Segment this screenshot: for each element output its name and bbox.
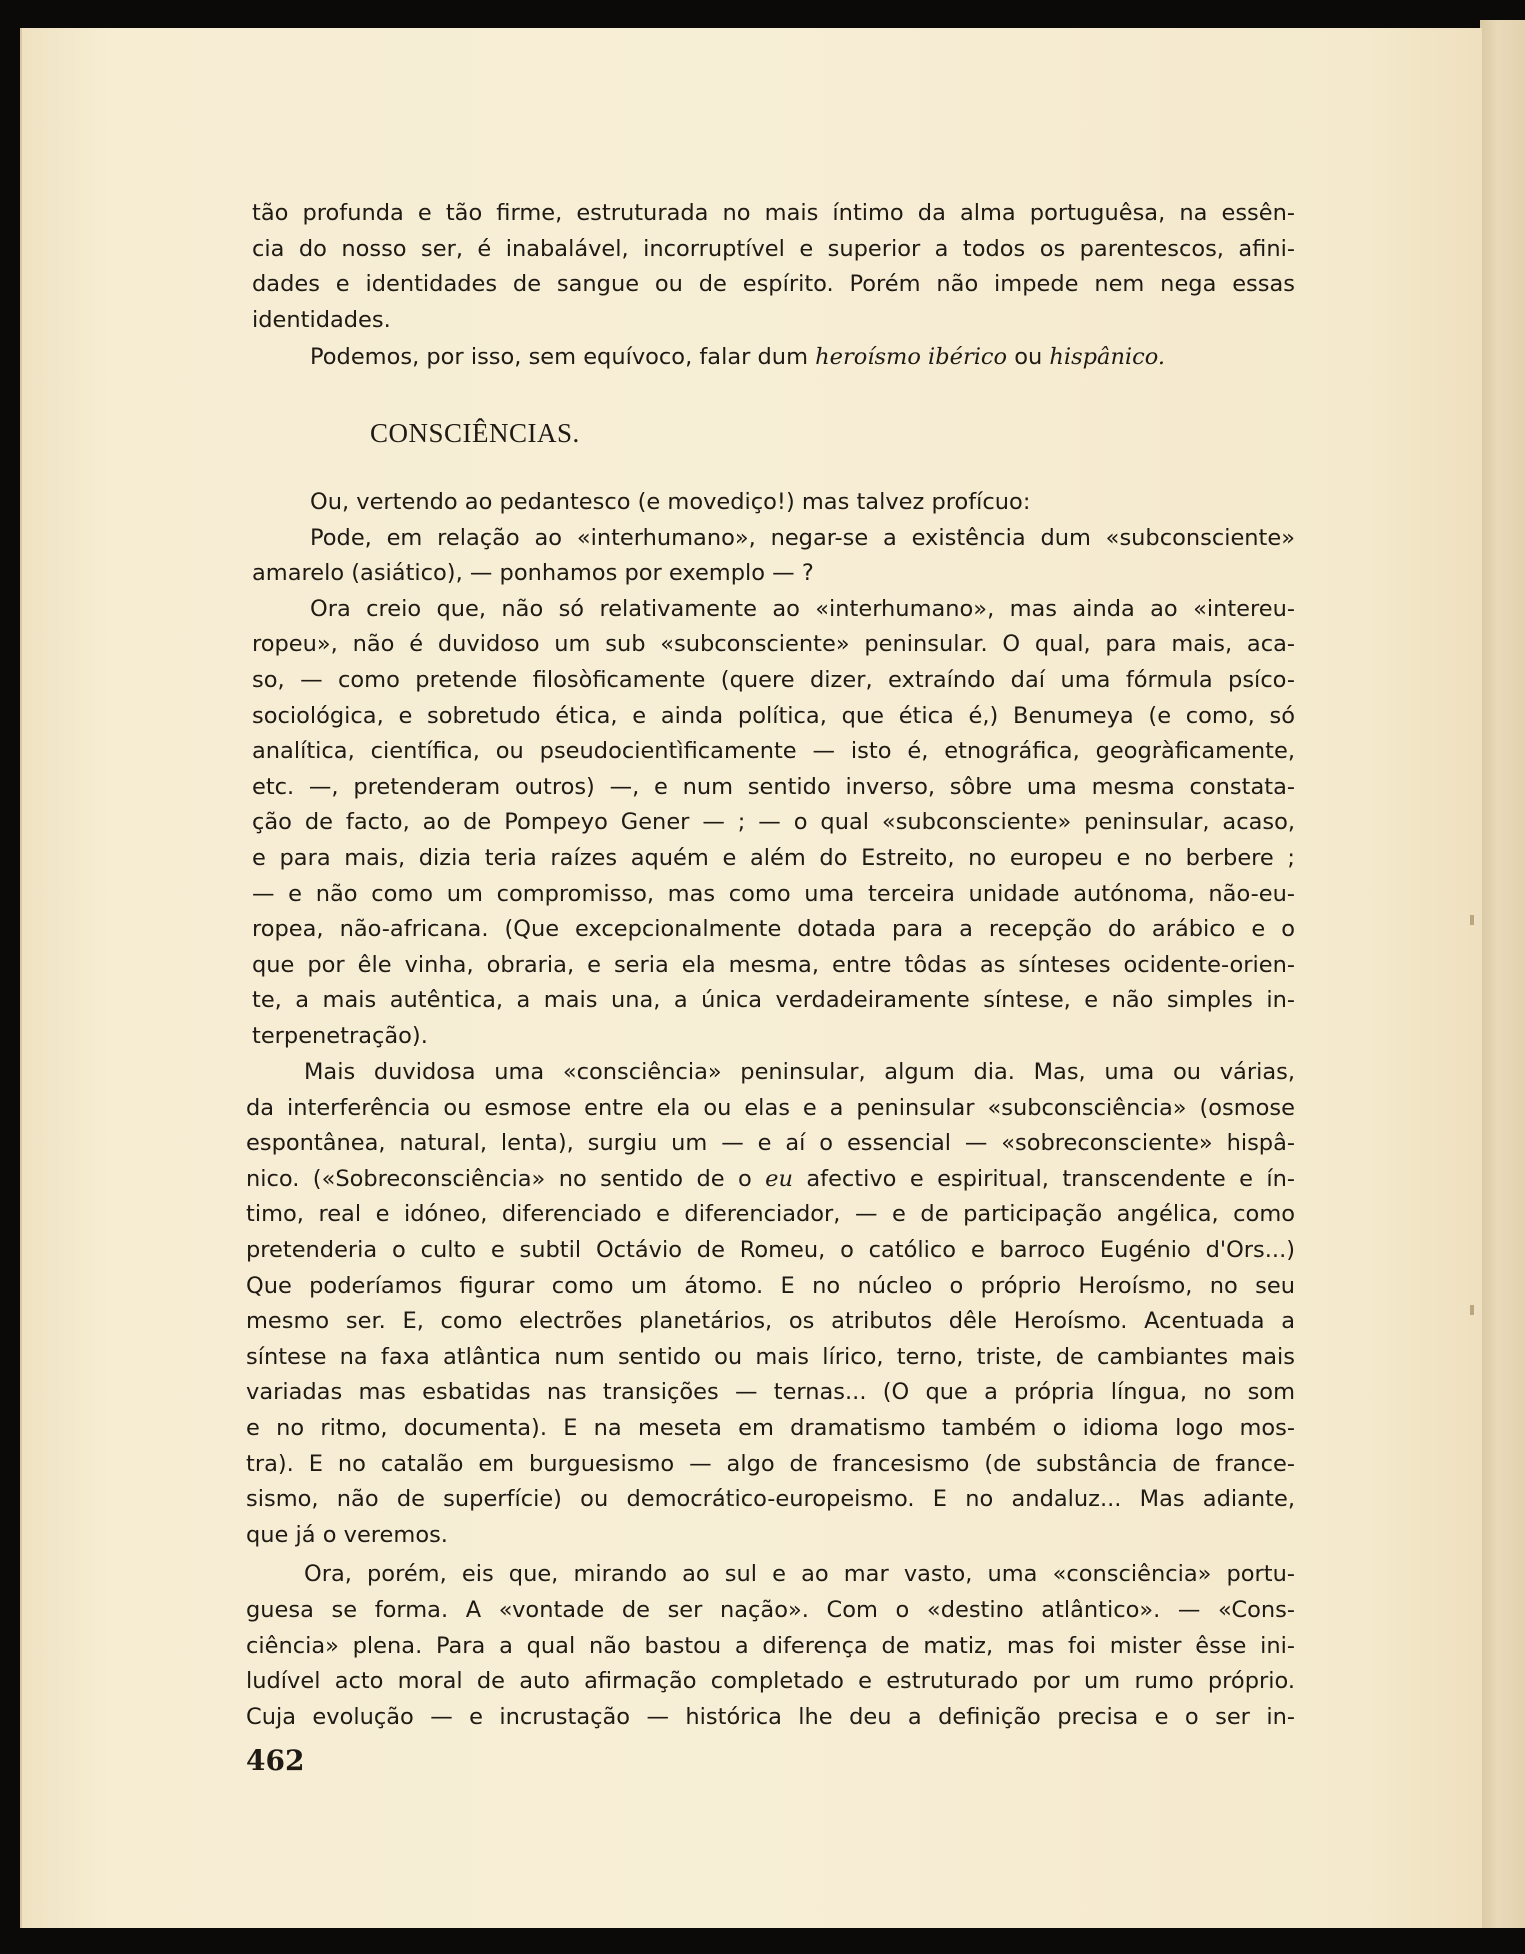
text-line bbox=[246, 1162, 1295, 1198]
text-line: sismo, não de superfície) ou democrático-europeismo. E no andaluz... Mas adiante, bbox=[246, 1486, 1295, 1513]
italic-term: heroísmo ibérico bbox=[815, 344, 1008, 371]
text-line: Ora creio que, não só relativamente ao «interhumano», mas ainda ao «intereu- bbox=[310, 595, 1295, 622]
text-line: ciência» plena. Para a qual não bastou a diferença de matiz, mas foi mister êsse ini- bbox=[246, 1632, 1295, 1659]
page-number: 462 bbox=[246, 1744, 305, 1777]
text-line: ropeu», não é duvidoso um sub «subconsciente» peninsular. O qual, para mais, aca- bbox=[252, 631, 1295, 658]
text-line: variadas mas esbatidas nas transições — ternas... (O que a própria língua, no som bbox=[246, 1379, 1295, 1406]
text-line: cia do nosso ser, é inabalável, incorruptível e superior a todos os parentescos, afini- bbox=[252, 235, 1295, 262]
text-line: pretenderia o culto e subtil Octávio de Romeu, o católico e barroco Eugénio d'Ors...) bbox=[246, 1236, 1295, 1263]
text-line: da interferência ou esmose entre ela ou elas e a peninsular «subconsciência» (osmose bbox=[246, 1094, 1295, 1121]
text-run: afectivo e espiritual, transcendente e ín- bbox=[792, 1165, 1295, 1192]
text-line: te, a mais autêntica, a mais una, a única verdadeiramente síntese, e não simples in- bbox=[252, 987, 1295, 1014]
text-line: so, — como pretende filosòficamente (quere dizer, extraíndo daí uma fórmula psíco- bbox=[252, 666, 1295, 693]
intro-paragraph bbox=[252, 196, 1295, 376]
text-line: tão profunda e tão firme, estruturada no mais íntimo da alma portuguêsa, na essên- bbox=[252, 200, 1295, 226]
text-line: ludível acto moral de auto afirmação completado e estruturado por um rumo próprio. bbox=[246, 1668, 1295, 1695]
text-run: nico. («Sobreconsciência» no sentido de o bbox=[246, 1165, 766, 1192]
text-line: ropea, não-africana. (Que excepcionalmente dotada para a recepção do arábico e o bbox=[252, 916, 1295, 943]
text-line: ção de facto, ao de Pompeyo Gener — ; — o qual «subconsciente» peninsular, acaso, bbox=[252, 809, 1295, 836]
text-line: dades e identidades de sangue ou de espírito. Porém não impede nem nega essas bbox=[252, 271, 1295, 298]
text-line: — e não como um compromisso, mas como uma terceira unidade autónoma, não-eu- bbox=[252, 880, 1295, 907]
text-line: espontânea, natural, lenta), surgiu um — e aí o essencial — «sobreconsciente» hispâ- bbox=[246, 1130, 1295, 1157]
text-line: Cuja evolução — e incrustação — histórica lhe deu a definição precisa e o ser in- bbox=[246, 1703, 1295, 1730]
text-line: tra). E no catalão em burguesismo — algo de francesismo (de substância de france- bbox=[246, 1450, 1295, 1477]
text-line: Que poderíamos figurar como um átomo. E no núcleo o próprio Heroísmo, no seu bbox=[246, 1272, 1295, 1299]
text-line: Ou, vertendo ao pedantesco (e movediço!) mas talvez profícuo: bbox=[310, 489, 1031, 515]
text-line: mesmo ser. E, como electrões planetários, os atributos dêle Heroísmo. Acentuada a bbox=[246, 1308, 1295, 1335]
paragraph-block bbox=[246, 1055, 1295, 1735]
text-line: e no ritmo, documenta). E na meseta em dramatismo também o idioma logo mos- bbox=[246, 1414, 1295, 1441]
text-line: identidades. bbox=[252, 306, 391, 333]
text-line: Mais duvidosa uma «consciência» peninsular, algum dia. Mas, uma ou várias, bbox=[304, 1059, 1295, 1085]
text-line: etc. —, pretenderam outros) —, e num sentido inverso, sôbre uma mesma constata- bbox=[252, 773, 1295, 800]
text-line: sociológica, e sobretudo ética, e ainda política, que ética é,) Benumeya (e como, só bbox=[252, 702, 1295, 729]
text-line: e para mais, dizia teria raízes aquém e além do Estreito, no europeu e no berbere ; bbox=[252, 844, 1295, 871]
text-line: amarelo (asiático), — ponhamos por exemplo — ? bbox=[252, 560, 814, 587]
italic-term: hispânico. bbox=[1049, 344, 1166, 371]
text-run: Podemos, por isso, sem equívoco, falar dum bbox=[310, 344, 816, 371]
text-line: Ora, porém, eis que, mirando ao sul e ao mar vasto, uma «consciência» portu- bbox=[304, 1561, 1295, 1588]
text-line: analítica, científica, ou pseudocientìficamente — isto é, etnográfica, geogràficamente, bbox=[252, 738, 1295, 765]
text-line: timo, real e idóneo, diferenciado e diferenciador, — e de participação angélica, como bbox=[246, 1201, 1295, 1228]
text-run: ou bbox=[1007, 344, 1050, 371]
text-line: síntese na faxa atlântica num sentido ou mais lírico, terno, triste, de cambiantes mais bbox=[246, 1343, 1295, 1370]
page-edge-mark bbox=[1470, 1305, 1474, 1315]
paragraph-block bbox=[252, 485, 1295, 1055]
adjacent-page-edge bbox=[1480, 20, 1525, 1935]
text-line: que já o veremos. bbox=[246, 1521, 448, 1548]
text-line: guesa se forma. A «vontade de ser nação». Com o «destino atlântico». — «Cons- bbox=[246, 1596, 1295, 1623]
italic-term: eu bbox=[765, 1165, 793, 1192]
text-line: terpenetração). bbox=[252, 1022, 428, 1049]
scan-border bbox=[0, 1928, 1525, 1954]
text-line: Pode, em relação ao «interhumano», negar-se a existência dum «subconsciente» bbox=[310, 524, 1295, 551]
page-edge-mark bbox=[1470, 915, 1474, 925]
section-heading: CONSCIÊNCIAS. bbox=[370, 418, 580, 448]
text-line: que por êle vinha, obraria, e seria ela mesma, entre tôdas as sínteses ocidente-orien- bbox=[252, 951, 1295, 978]
text-line bbox=[252, 340, 1295, 376]
